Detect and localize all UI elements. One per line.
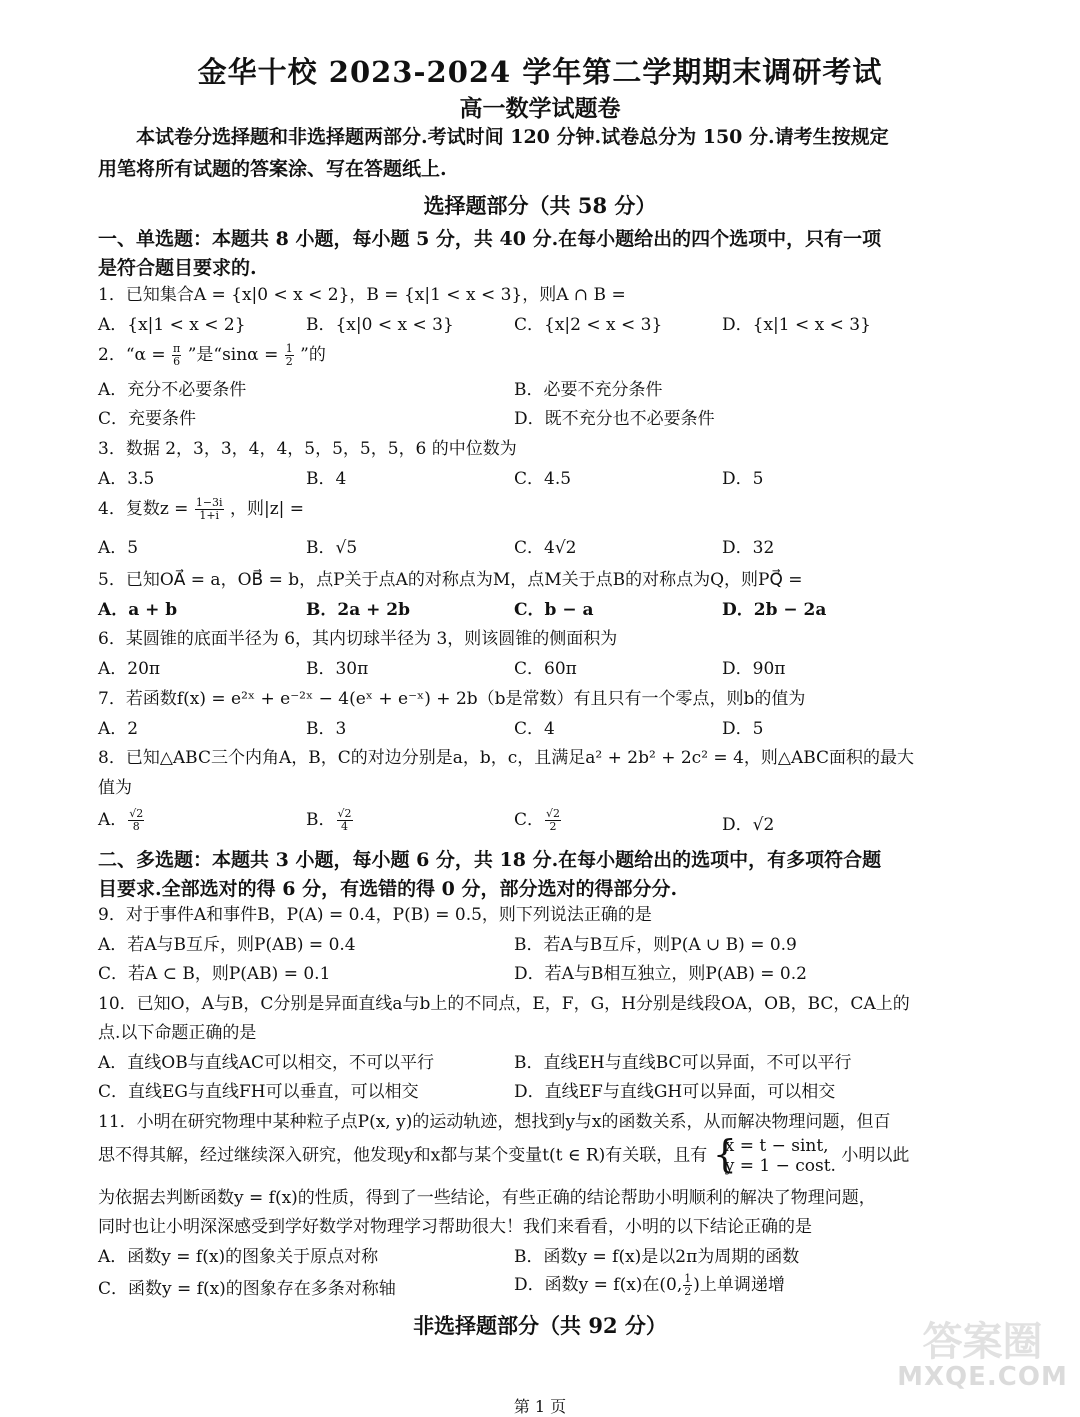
q11-equation-system: { x = t − sint, y = 1 − cost. [713, 1136, 836, 1176]
q9-stem: 9．对于事件A和事件B，P(A) = 0.4，P(B) = 0.5，则下列说法正确的是 [98, 905, 652, 925]
q3-option-d: D．5 [722, 469, 764, 489]
q10-stem-1: 10．已知O，A与B，C分别是异面直线a与b上的不同点，E，F，G，H分别是线段OA，OB，BC，CA上的 [98, 994, 910, 1014]
q8-stem-1: 8．已知△ABC三个内角A，B，C的对边分别是a，b，c，且满足a² + 2b² + 2c² = 4，则△ABC面积的最大 [98, 748, 915, 768]
exam-title: 金华十校 2023-2024 学年第二学期期末调研考试 [197, 55, 883, 89]
q6-stem: 6．某圆锥的底面半径为 6，其内切球半径为 3，则该圆锥的侧面积为 [98, 629, 618, 649]
q9-option-d: D．若A与B相互独立，则P(AB) = 0.2 [514, 964, 807, 984]
q7-option-c: C．4 [514, 719, 555, 739]
intro-line-2: 用笔将所有试题的答案涂、写在答题纸上. [98, 158, 447, 180]
q11-stem-2b: 小明以此 [841, 1145, 910, 1166]
q4-stem-pre: 4．复数z = [98, 499, 189, 519]
q8-stem-2: 值为 [98, 778, 132, 798]
q9-option-b: B．若A与B互斥，则P(A ∪ B) = 0.9 [514, 935, 797, 955]
q6-option-b: B．30π [306, 659, 369, 679]
q1-option-c: C．{x|2 < x < 3} [514, 315, 663, 335]
q8-option-d: D．√2 [722, 815, 775, 835]
q2-option-d: D．既不充分也不必要条件 [514, 409, 715, 429]
q11-stem-1: 11．小明在研究物理中某种粒子点P(x, y)的运动轨迹，想找到y与x的函数关系，从而解决物理问题，但百 [98, 1112, 891, 1132]
q10-option-d: D．直线EF与直线GH可以异面，可以相交 [514, 1082, 836, 1102]
q10-option-a: A．直线OB与直线AC可以相交，不可以平行 [98, 1053, 434, 1073]
q7-option-a: A．2 [98, 719, 139, 739]
q11-option-b: B．函数y = f(x)是以2π为周期的函数 [514, 1247, 800, 1267]
q2-option-c: C．充要条件 [98, 409, 197, 429]
q10-option-c: C．直线EG与直线FH可以垂直，可以相交 [98, 1082, 419, 1102]
q7-option-b: B．3 [306, 719, 347, 739]
q6-option-a: A．20π [98, 659, 161, 679]
q4-option-b: B．√5 [306, 538, 358, 558]
q9-option-c: C．若A ⊂ B，则P(AB) = 0.1 [98, 964, 331, 984]
q3-stem: 3．数据 2，3，3，4，4，5，5，5，5，6 的中位数为 [98, 439, 517, 459]
q1-option-a: A．{x|1 < x < 2} [98, 315, 246, 335]
q5-option-a: A．a + b [98, 600, 178, 620]
watermark-cn: 答案圈 [922, 1318, 1043, 1365]
q2-stem [98, 340, 326, 368]
q5-stem: 5．已知OA⃗ = a，OB⃗ = b，点P关于点A的对称点为M，点M关于点B的对称点为Q，则PQ⃗ = [98, 570, 803, 590]
q6-option-d: D．90π [722, 659, 786, 679]
q1-option-d: D．{x|1 < x < 3} [722, 315, 871, 335]
q2-option-b: B．必要不充分条件 [514, 380, 663, 400]
q2-option-a: A．充分不必要条件 [98, 380, 247, 400]
q3-option-c: C．4.5 [514, 469, 572, 489]
q11-stem-4: 同时也让小明深深感受到学好数学对物理学习帮助很大！我们来看看，小明的以下结论正确的是 [98, 1217, 812, 1237]
q8-option-a: A． $\frac{√2}{8}$ [98, 807, 144, 833]
sec2-title-2: 目要求.全部选对的得 6 分，有选错的得 0 分，部分选对的得部分分. [98, 878, 678, 900]
q5-option-d: D．2b − 2a [722, 600, 827, 620]
q10-option-b: B．直线EH与直线BC可以异面，不可以平行 [514, 1053, 852, 1073]
page-number: 第 1 页 [513, 1397, 567, 1416]
q9-option-a: A．若A与B互斥，则P(AB) = 0.4 [98, 935, 356, 955]
sec1-title-1: 一、单选题：本题共 8 小题，每小题 5 分，共 40 分.在每小题给出的四个选项中，只有一项 [98, 228, 882, 250]
q10-stem-2: 点.以下命题正确的是 [98, 1023, 257, 1043]
sec1-title-2: 是符合题目要求的. [98, 257, 257, 279]
q6-option-c: C．60π [514, 659, 577, 679]
part2-title: 非选择题部分（共 92 分） [413, 1313, 667, 1338]
q7-stem: 7．若函数f(x) = e²ˣ + e⁻²ˣ − 4(eˣ + e⁻ˣ) + 2b（b是常数）有且只有一个零点，则b的值为 [98, 689, 806, 709]
q5-option-c: C．b − a [514, 600, 594, 620]
q5-option-b: B．2a + 2b [306, 600, 411, 620]
q7-option-d: D．5 [722, 719, 764, 739]
q4-stem-post: ，则|z| = [229, 499, 305, 519]
q2-fraction-sin: $\frac{1}{2}$ [285, 342, 293, 368]
q11-stem-3: 为依据去判断函数y = f(x)的性质，得到了一些结论，有些正确的结论帮助小明顺利的解决了物理问题， [98, 1188, 876, 1208]
q2-stem-post: ”的 [300, 345, 326, 365]
q11-option-a: A．函数y = f(x)的图象关于原点对称 [98, 1247, 379, 1267]
q8-option-b: B． $\frac{√2}{4}$ [306, 807, 352, 833]
q11-option-d: D．函数y = f(x)在(0, $\frac{1}{2}$ )上单调递增 [514, 1272, 785, 1298]
sec2-title-1: 二、多选题：本题共 3 小题，每小题 6 分，共 18 分.在每小题给出的选项中，有多项符合题 [98, 849, 882, 871]
q1-stem: 1．已知集合A = {x|0 < x < 2}，B = {x|1 < x < 3}，则A ∩ B = [98, 285, 626, 305]
q8-option-c: C． $\frac{√2}{2}$ [514, 807, 561, 833]
q4-option-c: C．4√2 [514, 538, 577, 558]
watermark-url: MXQE.COM [897, 1362, 1068, 1392]
q2-stem-pre: 2．“α = [98, 345, 166, 365]
q4-option-d: D．32 [722, 538, 775, 558]
q3-option-a: A．3.5 [98, 469, 155, 489]
q4-option-a: A．5 [98, 538, 139, 558]
intro-line-1: 本试卷分选择题和非选择题两部分.考试时间 120 分钟.试卷总分为 150 分.请考生按规定 [136, 126, 889, 148]
part1-title: 选择题部分（共 58 分） [423, 193, 657, 218]
q4-stem [98, 494, 304, 522]
q11-stem-2a: 思不得其解，经过继续深入研究，他发现y和x都与某个变量t(t ∈ R)有关联，且有 [98, 1145, 708, 1166]
q2-stem-mid: ”是“sinα = [187, 345, 279, 365]
q4-fraction: $\frac{1-3i}{1+i}$ [195, 496, 223, 522]
q3-option-b: B．4 [306, 469, 347, 489]
q11-stem-2 [98, 1136, 909, 1176]
q2-fraction-alpha: $\frac{\pi}{6}$ [173, 342, 181, 368]
exam-subtitle: 高一数学试题卷 [459, 95, 621, 122]
q11-option-c: C．函数y = f(x)的图象存在多条对称轴 [98, 1279, 396, 1299]
q1-option-b: B．{x|0 < x < 3} [306, 315, 454, 335]
